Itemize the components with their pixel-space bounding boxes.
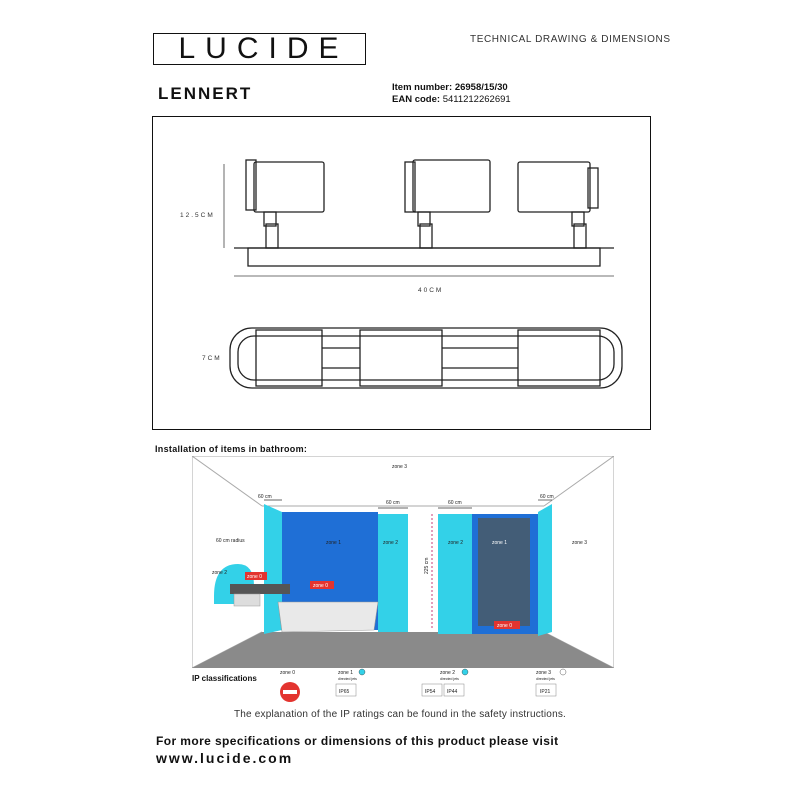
sink-counter <box>230 584 290 594</box>
ean-label: EAN code: <box>392 94 441 105</box>
ip-zone1-label: zone 1 <box>338 670 354 676</box>
ip-zone3-sub: directed jets <box>536 677 555 681</box>
zone0-sink-label: zone 0 <box>247 574 263 580</box>
ip-explanation: The explanation of the IP ratings can be found in the safety instructions. <box>233 709 567 720</box>
dim-60-left: 60 cm <box>258 494 272 500</box>
ip-zone1-code: IP65 <box>339 689 350 695</box>
product-name: LENNERT <box>158 84 253 103</box>
shower-stall <box>478 518 530 626</box>
item-number: 26958/15/30 <box>454 82 508 93</box>
zone3-right-label: zone 3 <box>572 540 588 546</box>
document-type: TECHNICAL DRAWING & DIMENSIONS <box>470 34 671 45</box>
zone0-shower-label: zone 0 <box>497 623 513 629</box>
more-specs-text: For more specifications or dimensions of this product please visit <box>156 734 559 748</box>
radius-label: 60 cm radius <box>216 538 245 544</box>
item-number-label: Item number: <box>392 82 453 93</box>
product-info <box>392 82 511 106</box>
ip-zone3-label: zone 3 <box>536 670 552 676</box>
zone1-dot-icon <box>359 669 365 675</box>
depth-dimension: 7CM <box>202 355 222 362</box>
ip-zone2-label: zone 2 <box>440 670 456 676</box>
ip-zone1-sub: directed jets <box>338 677 357 681</box>
zone2-shower-area <box>438 514 472 634</box>
spot-head-2 <box>413 160 490 212</box>
bathroom-section-title: Installation of items in bathroom: <box>155 444 308 454</box>
bathroom-diagram <box>192 456 614 668</box>
website-link[interactable]: www.lucide.com <box>156 750 294 766</box>
zone2-shower-label: zone 2 <box>448 540 464 546</box>
dim-60-right: 60 cm <box>540 494 554 500</box>
zone3-top-label: zone 3 <box>392 464 408 470</box>
zone2-dot-icon <box>462 669 468 675</box>
dim-60-mid1: 60 cm <box>386 500 400 506</box>
zone2-bath-area <box>378 514 408 632</box>
height-dimension: 12.5CM <box>180 212 215 219</box>
zone1-shower-label: zone 1 <box>492 540 508 546</box>
ip-zone2-sub: directed jets <box>440 677 459 681</box>
zone0-bath-label: zone 0 <box>313 583 329 589</box>
zone2-sink-label: zone 2 <box>212 570 228 576</box>
ip-classifications-title: IP classifications <box>192 674 257 683</box>
lucide-logo: LUCIDE <box>153 33 366 65</box>
zone1-bath-label: zone 1 <box>326 540 342 546</box>
zone3-dot-icon <box>560 669 566 675</box>
floor <box>192 632 614 668</box>
ip-zone0-label: zone 0 <box>280 670 296 676</box>
width-dimension: 40CM <box>418 287 444 294</box>
height-225-label: 225 cm <box>424 557 430 574</box>
ip-zone2-code-a: IP54 <box>425 689 436 695</box>
technical-drawing <box>152 116 651 430</box>
ip-zone2-code-b: IP44 <box>447 689 458 695</box>
ip-zone3-code: IP21 <box>540 689 551 695</box>
dim-60-mid2: 60 cm <box>448 500 462 506</box>
spot-head-3 <box>518 162 590 212</box>
ean-code: 5411212262691 <box>442 94 511 105</box>
bathtub <box>278 602 378 632</box>
ip-classifications <box>270 668 580 704</box>
spot-head-1 <box>254 162 324 212</box>
zone2-bath-label: zone 2 <box>383 540 399 546</box>
